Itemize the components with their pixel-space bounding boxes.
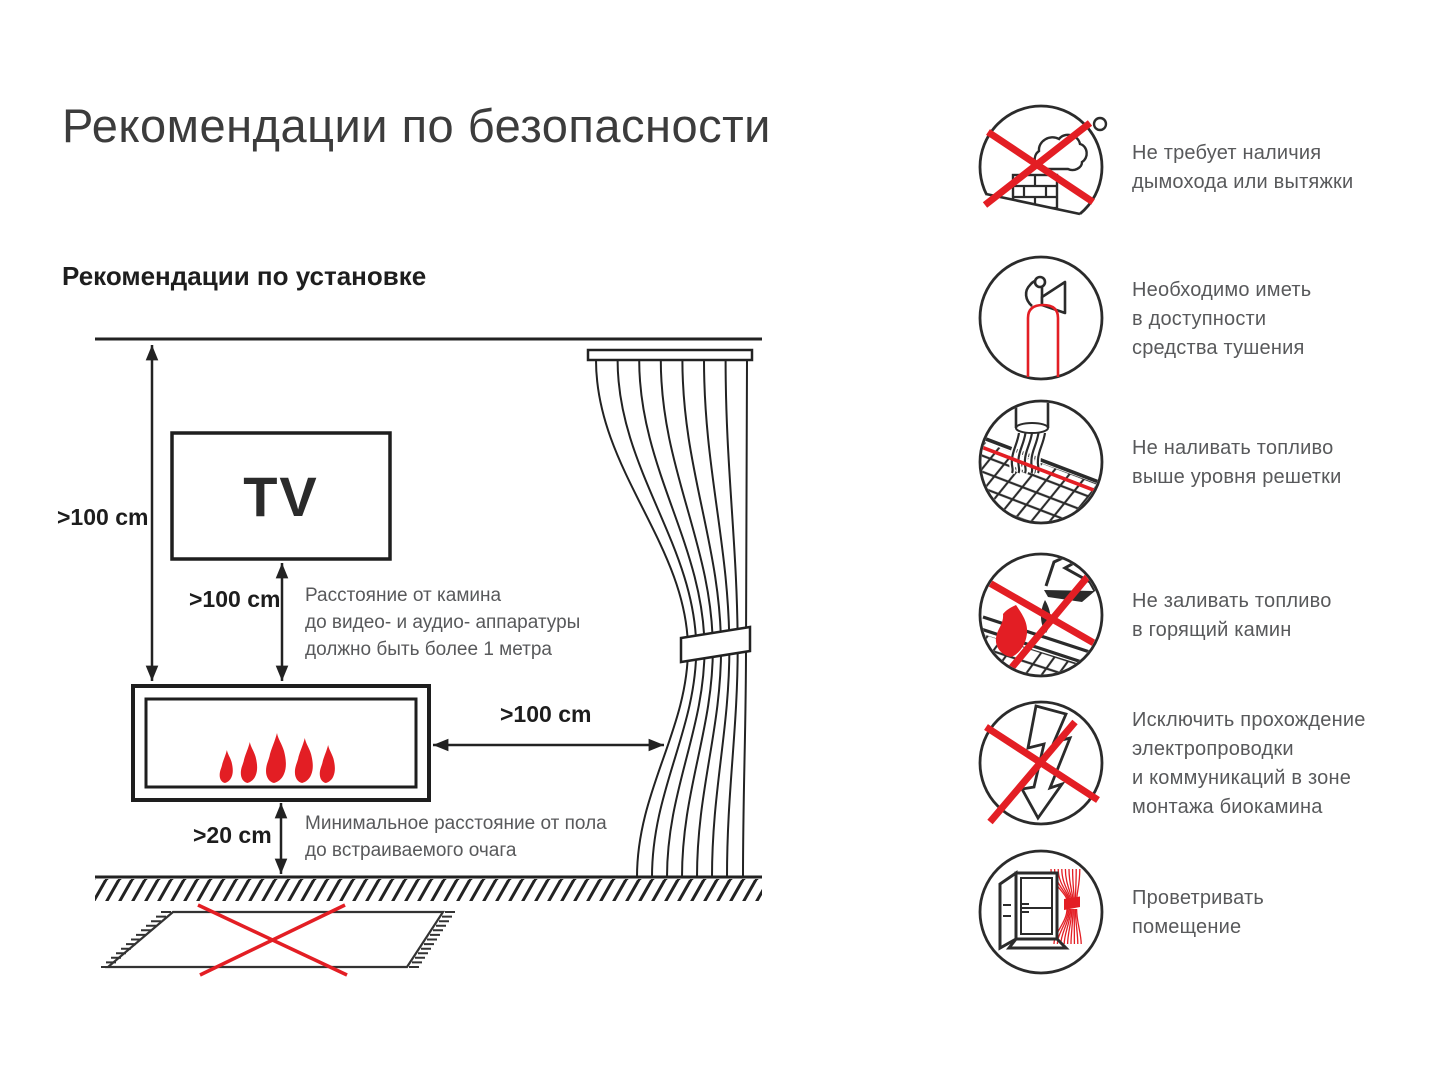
safety-rule-no-overfill: [976, 397, 1341, 529]
rule-line: Не наливать топливо: [1132, 437, 1334, 459]
note-line: до встраиваемого очага: [305, 840, 517, 861]
no-overfill-icon: [976, 397, 1116, 529]
rule-text: [1132, 276, 1311, 363]
rule-line: и коммуникаций в зоне: [1132, 767, 1352, 789]
rule-line: помещение: [1132, 916, 1242, 938]
rule-line: Необходимо иметь: [1132, 278, 1312, 301]
safety-rule-ventilate: [976, 847, 1264, 979]
curtain-tieback: [681, 627, 750, 662]
rule-line: Не заливать топливо: [1132, 590, 1332, 612]
rule-line: выше уровня решетки: [1132, 466, 1342, 488]
note-tv-distance: [305, 582, 580, 663]
note-line: до видео- и аудио- аппаратуры: [305, 612, 581, 633]
safety-rule-no-wiring: [976, 698, 1366, 830]
rule-text: [1132, 139, 1353, 197]
page-title: Рекомендации по безопасности: [62, 99, 771, 152]
rule-text: [1132, 434, 1341, 492]
no-refill-burning-icon: [976, 550, 1116, 682]
rule-text: [1132, 884, 1264, 942]
dim-wall-to-fireplace: >100 cm: [57, 504, 149, 530]
rule-text: [1132, 587, 1332, 645]
note-floor-distance: [305, 810, 607, 864]
safety-rule-no-refill-burning: [976, 550, 1332, 682]
curtain-rod: [588, 350, 752, 360]
note-line: должно быть более 1 метра: [305, 639, 552, 660]
note-line: Расстояние от камина: [305, 585, 502, 606]
curtain: [596, 360, 747, 877]
tv-label: TV: [243, 464, 319, 528]
rule-line: Проветривать: [1132, 887, 1264, 909]
fireplace: [133, 686, 429, 800]
safety-rule-no-chimney: [976, 102, 1353, 234]
fire-extinguisher-icon: [976, 253, 1116, 385]
rule-line: Исключить прохождение: [1132, 709, 1366, 731]
carpet: [101, 905, 455, 975]
no-wiring-icon: [976, 698, 1116, 830]
rule-line: Не требует наличия: [1132, 142, 1322, 164]
safety-rule-extinguisher: [976, 253, 1311, 385]
rule-line: дымохода или вытяжки: [1132, 171, 1354, 193]
floor-hatching: [95, 879, 762, 901]
dim-fireplace-to-curtain: >100 cm: [500, 701, 592, 727]
rule-line: монтажа биокамина: [1132, 796, 1323, 818]
ventilate-icon: [976, 847, 1116, 979]
note-line: Минимальное расстояние от пола: [305, 813, 607, 834]
no-chimney-icon: [976, 102, 1116, 234]
section-title: Рекомендации по установке: [62, 261, 427, 291]
rule-line: средства тушения: [1132, 336, 1305, 359]
rule-line: электропроводки: [1132, 738, 1294, 760]
dim-tv-to-fireplace: >100 cm: [189, 586, 281, 612]
rule-line: в доступности: [1132, 307, 1267, 330]
dim-floor-to-fireplace: >20 cm: [193, 822, 272, 848]
rule-text: [1132, 706, 1366, 822]
window-frame: [1000, 873, 1066, 948]
rule-line: в горящий камин: [1132, 619, 1292, 641]
